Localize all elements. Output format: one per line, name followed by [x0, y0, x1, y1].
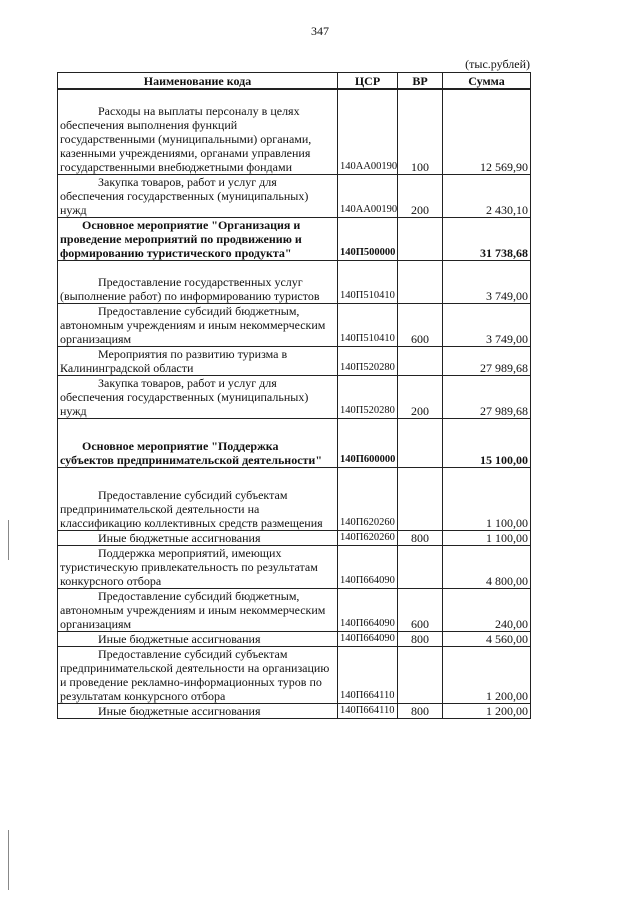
row-sum: 4 560,00: [443, 632, 531, 647]
table-row: [58, 704, 531, 719]
row-vr: 600: [398, 589, 443, 632]
header-sum: Сумма: [443, 73, 531, 90]
table-row: [58, 376, 531, 419]
row-name: Основное мероприятие "Организация и проведение мероприятий по продвижению и формированию туристического продукта": [60, 218, 302, 260]
row-vr: [398, 647, 443, 704]
row-csr: 140П510410: [338, 304, 398, 347]
row-sum: 1 100,00: [443, 468, 531, 531]
row-vr: 600: [398, 304, 443, 347]
table-row: [58, 468, 531, 531]
row-name: Закупка товаров, работ и услуг для обеспечения государственных (муниципальных) нужд: [60, 175, 309, 217]
row-sum: 1 200,00: [443, 704, 531, 719]
row-csr: 140П664110: [338, 704, 398, 719]
table-row: [58, 261, 531, 304]
budget-table: [57, 72, 531, 719]
row-csr: 140АА00190: [338, 175, 398, 218]
units-label: (тыс.рублей): [465, 57, 530, 71]
header-name: Наименование кода: [58, 73, 338, 90]
table-row: [58, 589, 531, 632]
table-row: [58, 347, 531, 376]
row-vr: 800: [398, 632, 443, 647]
row-csr: 140П664090: [338, 546, 398, 589]
row-name: Основное мероприятие "Поддержка субъектов предпринимательской деятельности": [60, 439, 322, 467]
page-number: 347: [311, 24, 329, 38]
row-name: Предоставление субсидий субъектам предпринимательской деятельности на классификацию коллективных средств размещения: [60, 488, 323, 530]
row-name: Иные бюджетные ассигнования: [98, 531, 261, 545]
row-name: Иные бюджетные ассигнования: [98, 632, 261, 646]
table-row: [58, 632, 531, 647]
row-vr: [398, 347, 443, 376]
row-csr: 140П510410: [338, 261, 398, 304]
table-row: [58, 304, 531, 347]
row-vr: 800: [398, 531, 443, 546]
row-csr: 140П600000: [338, 419, 398, 468]
row-name: Закупка товаров, работ и услуг для обеспечения государственных (муниципальных) нужд: [60, 376, 309, 418]
row-sum: 15 100,00: [443, 419, 531, 468]
row-sum: 12 569,90: [443, 89, 531, 175]
row-name: Расходы на выплаты персоналу в целях обеспечения выполнения функций государственными (муниципальными) органами, казенными учреждениями, органами управления государственными внебюджетными фондами: [60, 104, 312, 174]
row-vr: 800: [398, 704, 443, 719]
scan-edge-mark: [8, 520, 9, 560]
table-row: [58, 218, 531, 261]
row-name: Предоставление субсидий субъектам предпринимательской деятельности на организацию и проведение рекламно-информационных туров по результатам конкурсного отбора: [60, 647, 330, 703]
table-header-row: [58, 73, 531, 90]
row-vr: [398, 261, 443, 304]
table-row: [58, 546, 531, 589]
row-csr: 140П620260: [338, 531, 398, 546]
row-vr: 200: [398, 376, 443, 419]
row-csr: 140П664090: [338, 589, 398, 632]
row-sum: 1 200,00: [443, 647, 531, 704]
table-row: [58, 89, 531, 175]
row-sum: 27 989,68: [443, 347, 531, 376]
row-sum: 2 430,10: [443, 175, 531, 218]
row-csr: 140П520280: [338, 347, 398, 376]
row-sum: 27 989,68: [443, 376, 531, 419]
header-vr: ВР: [398, 73, 443, 90]
row-name: Предоставление субсидий бюджетным, автономным учреждениям и иным некоммерческим организациям: [60, 304, 326, 346]
row-csr: 140АА00190: [338, 89, 398, 175]
row-sum: 240,00: [443, 589, 531, 632]
table-row: [58, 647, 531, 704]
row-sum: 1 100,00: [443, 531, 531, 546]
row-vr: [398, 419, 443, 468]
row-vr: [398, 468, 443, 531]
row-csr: 140П620260: [338, 468, 398, 531]
scan-edge-mark: [8, 830, 9, 890]
row-csr: 140П664090: [338, 632, 398, 647]
row-sum: 31 738,68: [443, 218, 531, 261]
row-vr: [398, 546, 443, 589]
table-row: [58, 175, 531, 218]
row-name: Предоставление субсидий бюджетным, автономным учреждениям и иным некоммерческим организациям: [60, 589, 326, 631]
row-name: Предоставление государственных услуг (выполнение работ) по информированию туристов: [60, 275, 320, 303]
row-vr: [398, 218, 443, 261]
row-csr: 140П500000: [338, 218, 398, 261]
row-name: Поддержка мероприятий, имеющих туристическую привлекательность по результатам конкурсного отбора: [60, 546, 318, 588]
row-sum: 3 749,00: [443, 304, 531, 347]
row-vr: 200: [398, 175, 443, 218]
row-csr: 140П664110: [338, 647, 398, 704]
table-row: [58, 531, 531, 546]
row-name: Иные бюджетные ассигнования: [98, 704, 261, 718]
row-name: Мероприятия по развитию туризма в Калининградской области: [60, 347, 288, 375]
row-csr: 140П520280: [338, 376, 398, 419]
table-row: [58, 419, 531, 468]
row-vr: 100: [398, 89, 443, 175]
row-sum: 3 749,00: [443, 261, 531, 304]
row-sum: 4 800,00: [443, 546, 531, 589]
header-csr: ЦСР: [338, 73, 398, 90]
